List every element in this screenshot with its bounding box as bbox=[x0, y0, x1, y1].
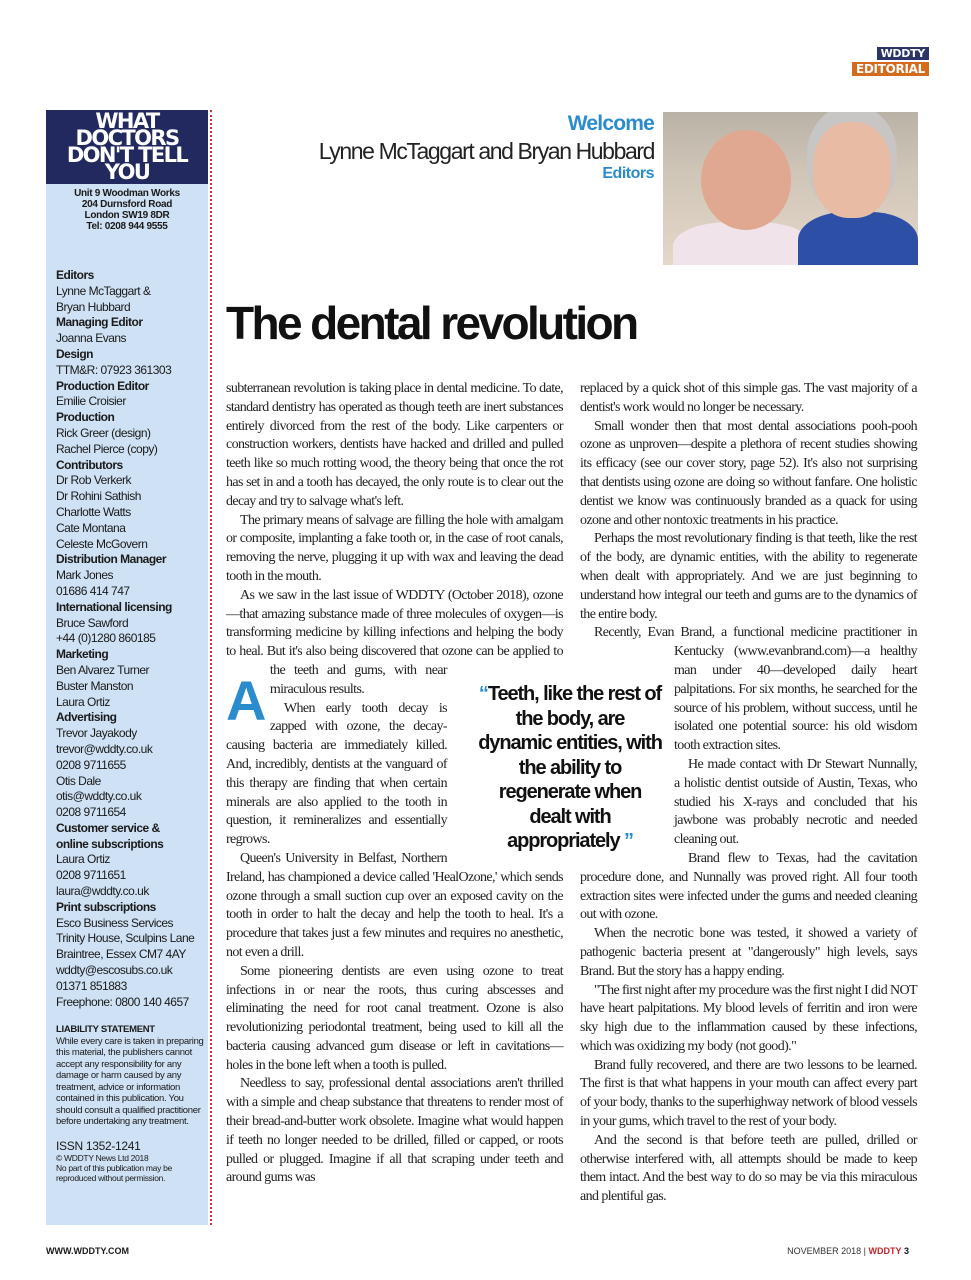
staff-role: Editors bbox=[56, 268, 94, 282]
issue-date: NOVEMBER 2018 bbox=[787, 1246, 862, 1256]
article-paragraph: Perhaps the most revolutionary finding is that teeth, like the rest of the body, are dynamic entities, with the ability to regenerate when dealt with appropriately. And we are just beginning to understand how integral our teeth and gums are to the dynamics of the entire body. bbox=[580, 531, 917, 622]
badge-brand: WDDTY bbox=[877, 47, 929, 60]
welcome-header bbox=[319, 112, 654, 183]
staff-entry: Lynne McTaggart & bbox=[56, 283, 151, 298]
staff-entry: Emilie Croisier bbox=[56, 394, 126, 409]
footer-brand: WDDTY bbox=[868, 1246, 902, 1256]
staff-entry: Dr Rohini Sathish bbox=[56, 489, 141, 504]
staff-entry: otis@wddty.co.uk bbox=[56, 789, 142, 804]
pull-quote bbox=[478, 682, 662, 854]
staff-role: Advertising bbox=[56, 710, 117, 725]
staff-entry: Trinity House, Sculpins Lane bbox=[56, 931, 195, 946]
address-line: Unit 9 Woodman Works bbox=[74, 188, 180, 199]
staff-entry: Dr Rob Verkerk bbox=[56, 473, 132, 488]
staff-entry: 0208 9711654 bbox=[56, 805, 126, 820]
drop-cap: A bbox=[226, 669, 266, 732]
address-line: Tel: 0208 944 9555 bbox=[86, 221, 168, 232]
staff-entry: Otis Dale bbox=[56, 773, 101, 788]
paragraph-text: subterranean revolution is taking place in dental medicine. To date, standard dentistry has operated as though teeth are inert substances entirely divorced from the rest of the body. Like carpenters or construction workers, dentists have hacked and drilled and pulled teeth like so much rotting wood, the theory being that once the rot has set in and a tooth has decayed, the only route is to clear out the decay and try to salvage what's left. bbox=[226, 381, 563, 509]
staff-entry: Cate Montana bbox=[56, 520, 126, 535]
staff-entry: Braintree, Essex CM7 4AY bbox=[56, 947, 186, 962]
staff-entry: Rachel Pierce (copy) bbox=[56, 441, 158, 456]
staff-entry: laura@wddty.co.uk bbox=[56, 884, 149, 899]
article-paragraph: And the second is that before teeth are pulled, drilled or otherwise interfered with, all attempts should be made to keep them intact. And the best way to do so may be via this miraculous and plentiful gas. bbox=[580, 1132, 917, 1205]
article-paragraph: Needless to say, professional dental associations aren't thrilled with a simple and cheap substance that threatens to render most of their bread-and-butter work obsolete. Imagine what would happen if teeth no longer needed to be drilled, filled or capped, or roots pulled or plugged. Imagine if all that scraping under teeth and around gums was bbox=[226, 1076, 563, 1186]
staff-entry: TTM&R: 07923 361303 bbox=[56, 362, 172, 377]
staff-role: Marketing bbox=[56, 647, 109, 662]
article-paragraph: When the necrotic bone was tested, it showed a variety of pathogenic bacteria present at "dangerously" high levels, says Brand. But the story has a happy ending. bbox=[580, 926, 917, 979]
article-paragraph: When early tooth decay is zapped with ozone, the decay-causing bacteria are immediately killed. And, incredibly, dentists at the vanguard of this therapy are finding that when certain minerals are also applied to the tooth in question, it remineralizes and essentially regrows. bbox=[226, 700, 447, 848]
issn: ISSN 1352-1241 bbox=[56, 1138, 141, 1153]
separator: | bbox=[861, 1246, 869, 1256]
logo-line: WHAT DOCTORS bbox=[75, 109, 179, 150]
liability-statement bbox=[56, 1024, 206, 1183]
staff-role: Contributors bbox=[56, 457, 123, 472]
close-quote-icon: ” bbox=[623, 830, 633, 852]
address bbox=[46, 188, 208, 232]
liability-title: LIABILITY STATEMENT bbox=[56, 1024, 155, 1036]
article-paragraph: As we saw in the last issue of WDDTY (October 2018), ozone—that amazing substance made of three molecules of oxygen—is transforming medicine by killing infections and helping the body to heal. But it's also being discovered that ozone can be applied to the teeth and gums, with near miraculous results. bbox=[226, 587, 563, 697]
article-title: The dental revolution bbox=[226, 297, 637, 349]
editors-photo bbox=[663, 112, 918, 265]
address-line: London SW19 8DR bbox=[84, 210, 170, 221]
page-number: 3 bbox=[903, 1246, 909, 1256]
staff-entry: Esco Business Services bbox=[56, 915, 174, 930]
staff-entry: 0208 9711651 bbox=[56, 868, 126, 883]
article-paragraph: Brand flew to Texas, had the cavitation procedure done, and Nunnally was proved right. All four tooth extraction sites were infected under the gums and needed cleaning out with ozone. bbox=[580, 850, 917, 923]
article-paragraph: The primary means of salvage are filling the hole with amalgam or composite, implanting a fake tooth or, in the case of root canals, removing the nerve, plugging it up with wax and leaving the dead tooth in the mouth. bbox=[226, 512, 563, 584]
welcome-label: Welcome bbox=[567, 112, 654, 135]
editor-role: Editors bbox=[602, 165, 654, 182]
staff-entry: Bryan Hubbard bbox=[56, 299, 131, 314]
address-line: 204 Durnsford Road bbox=[81, 199, 173, 210]
staff-entry: 01371 851883 bbox=[56, 978, 127, 993]
article-paragraph: "The first night after my procedure was the first night I did NOT have heart palpitations. My blood levels of ferritin and iron were sky high due to the inflammation caused by these infections, which was oxidizing my body (not good)." bbox=[580, 982, 917, 1054]
magazine-logo bbox=[46, 110, 208, 184]
staff-entry: +44 (0)1280 860185 bbox=[56, 631, 156, 646]
staff-role: Print subscriptions bbox=[56, 899, 156, 914]
staff-role: Customer service & bbox=[56, 820, 160, 835]
staff-entry: Ben Alvarez Turner bbox=[56, 662, 150, 677]
staff-entry: Buster Manston bbox=[56, 678, 134, 693]
staff-entry: Laura Ortiz bbox=[56, 694, 110, 709]
staff-entry: Celeste McGovern bbox=[56, 536, 148, 551]
open-quote-icon: “ bbox=[478, 683, 488, 705]
staff-entry: Joanna Evans bbox=[56, 331, 127, 346]
staff-list bbox=[56, 268, 208, 1010]
rights-notice: No part of this publication may be reproduced without permission. bbox=[56, 1162, 172, 1183]
staff-entry: 0208 9711655 bbox=[56, 757, 126, 772]
badge-section: EDITORIAL bbox=[852, 62, 929, 76]
footer-folio bbox=[787, 1246, 909, 1256]
staff-entry: trevor@wddty.co.uk bbox=[56, 741, 153, 756]
footer-website: WWW.WDDTY.COM bbox=[46, 1246, 129, 1256]
article-paragraph: He made contact with Dr Stewart Nunnally, a holistic dentist outside of Austin, Texas, who studied his X-rays and concluded that his jawbone was probably necrotic and needed cleaning out. bbox=[674, 756, 917, 848]
section-badge bbox=[852, 44, 929, 76]
article-paragraph: replaced by a quick shot of this simple gas. The vast majority of a dentist's work would no longer be necessary. bbox=[580, 381, 917, 415]
dotted-divider bbox=[210, 110, 212, 1225]
pull-quote-text: Teeth, like the rest of the body, are dynamic entities, with the ability to regenerate when dealt with appropriately bbox=[478, 683, 662, 852]
masthead-sidebar bbox=[46, 110, 208, 1225]
editor-names: Lynne McTaggart and Bryan Hubbard bbox=[318, 138, 654, 164]
article-paragraph: Recently, Evan Brand, a functional medicine practitioner in Kentucky (www.evanbrand.com)—a healthy man under 40—developed daily heart palpitations. For six months, he searched for the source of his problem, without success, until he isolated one potential source: his old wisdom tooth extraction sites. bbox=[594, 625, 917, 754]
article-paragraph: Small wonder then that most dental associations pooh-pooh ozone as unproven—despite a plethora of recent studies showing its efficacy (see our cover story, page 52). It's also not surprising that dentists using ozone are doing so without fanfare. One holistic dentist we know was continuously branded as a quack for using ozone and other nontoxic treatments in his practice. bbox=[580, 418, 917, 528]
staff-role: online subscriptions bbox=[56, 836, 164, 851]
staff-entry: Laura Ortiz bbox=[56, 852, 110, 867]
staff-entry: Freephone: 0800 140 4657 bbox=[56, 994, 189, 1009]
staff-role: International licensing bbox=[56, 599, 172, 614]
article-paragraph: Some pioneering dentists are even using ozone to treat infections in or near the roots, thus curing abscesses and eliminating the need for root canal treatment. Ozone is also revolutionizing periodontal treatment, being used to kill all the bacteria causing advanced gum disease or left in cavitations—holes in the bone left when a tooth is pulled. bbox=[226, 963, 563, 1073]
article-paragraph: Brand fully recovered, and there are two lessons to be learned. The first is that what happens in your mouth can affect every part of your body, thanks to the superhighway network of blood vessels in your gums, which travel to the rest of your body. bbox=[580, 1057, 917, 1130]
staff-entry: Bruce Sawford bbox=[56, 615, 129, 630]
staff-entry: wddty@escosubs.co.uk bbox=[56, 963, 173, 978]
logo-line: DON'T TELL YOU bbox=[66, 143, 188, 184]
staff-role: Managing Editor bbox=[56, 315, 143, 330]
liability-text: While every care is taken in preparing this material, the publishers cannot accept any responsibility for any damage or harm caused by any treatment, advice or information contained in this publication. You should consult a qualified practitioner before undertaking any treatment. bbox=[56, 1035, 204, 1128]
staff-role: Production bbox=[56, 410, 115, 425]
staff-entry: Rick Greer (design) bbox=[56, 425, 151, 440]
staff-role: Production Editor bbox=[56, 378, 149, 393]
staff-entry: Trevor Jayakody bbox=[56, 726, 137, 741]
staff-role: Design bbox=[56, 346, 94, 361]
article-paragraph: Queen's University in Belfast, Northern Ireland, has championed a device called 'HealOzone,' which sends ozone through a small suction cup over an exposed cavity on the tooth in order to halt the decay and help the tooth to heal. It's a procedure that takes just a few minutes and requires no anesthetic, not even a drill. bbox=[226, 850, 563, 960]
staff-entry: 01686 414 747 bbox=[56, 583, 130, 598]
staff-role: Distribution Manager bbox=[56, 552, 167, 567]
copyright: © WDDTY News Ltd 2018 bbox=[56, 1152, 149, 1163]
staff-entry: Mark Jones bbox=[56, 568, 114, 583]
staff-entry: Charlotte Watts bbox=[56, 504, 131, 519]
